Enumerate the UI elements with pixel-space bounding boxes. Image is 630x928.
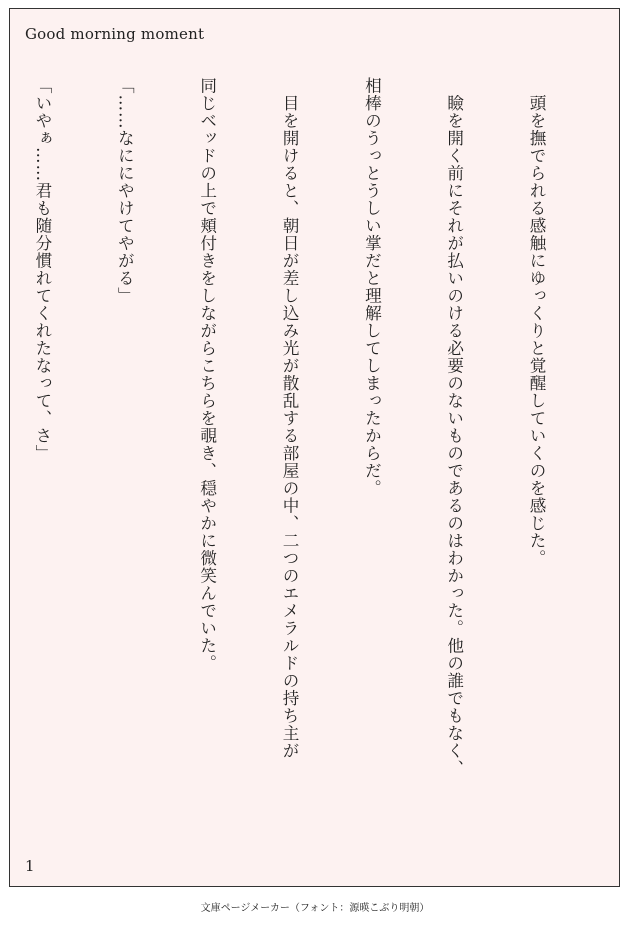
footer-credit: 文庫ページメーカー（フォント：源暎こぶり明朝） xyxy=(200,903,430,914)
text-line: 「……なににやけてやがる」 xyxy=(115,77,135,305)
text-line: 「いやぁ……君も随分慣れてくれたなって、さ」 xyxy=(32,77,52,462)
text-line: 頭を撫でられる感触にゆっくりと覚醒していくのを感じた。 xyxy=(527,77,547,567)
novel-page xyxy=(9,8,620,887)
text-line: 同じベッドの上で頬付きをしながらこちらを覗き、穏やかに微笑んでいた。 xyxy=(197,77,217,672)
text-line: 相棒のうっとうしい掌だと理解してしまったからだ。 xyxy=(362,77,382,497)
text-line: 目を開けると、朝日が差し込み光が散乱する部屋の中、二つのエメラルドの持ち主が xyxy=(280,77,300,760)
text-line: 瞼を開く前にそれが払いのける必要のないものであるのはわかった。他の誰でもなく、 xyxy=(444,77,464,777)
page-title: Good morning moment xyxy=(25,25,205,43)
page-number: 1 xyxy=(25,857,35,875)
vertical-body-text xyxy=(32,77,605,847)
